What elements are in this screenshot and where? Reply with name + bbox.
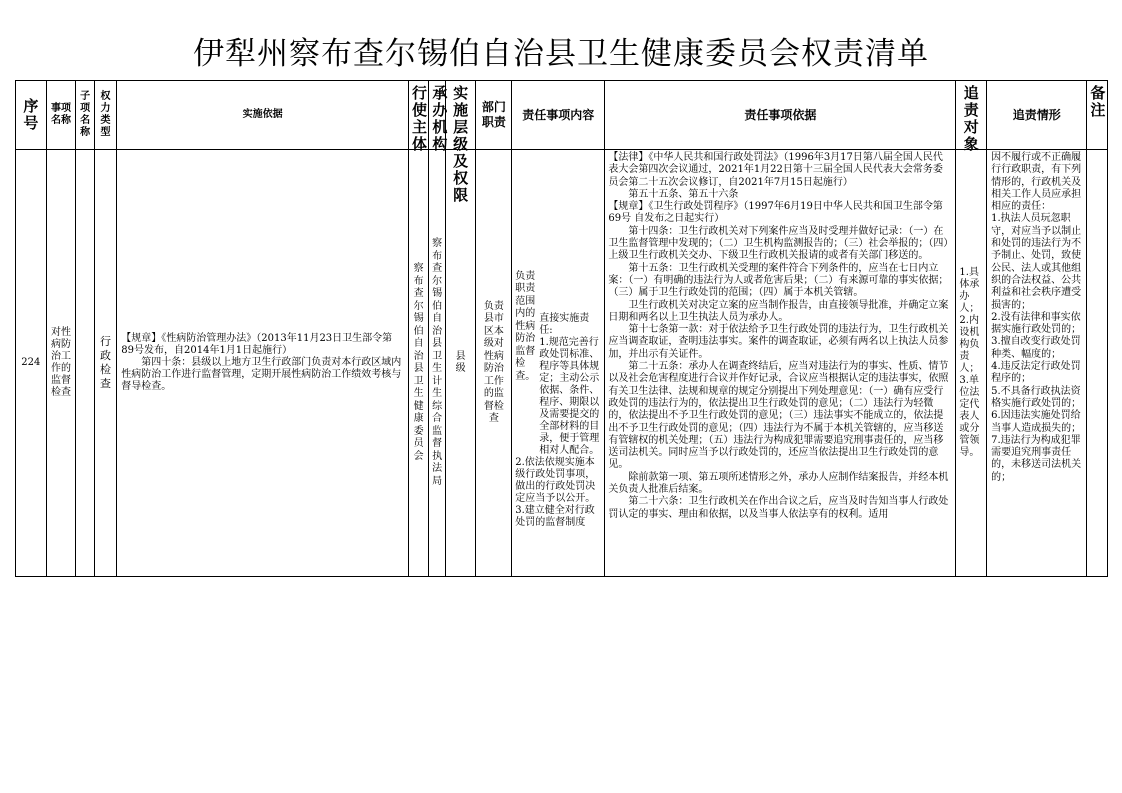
- row-level: 县级: [445, 150, 476, 577]
- row-power-type: 行政检查: [94, 150, 117, 577]
- row-resp-basis-cell: [605, 150, 956, 577]
- row-executor: 察布查尔锡伯自治县卫生健康委员会: [408, 150, 428, 577]
- header-level-text: 实施层级及权限: [453, 84, 469, 204]
- header-item-name: 事项名称: [46, 81, 76, 150]
- row-handler: 察布查尔锡伯自治县卫生计生综合监督执法局: [429, 150, 445, 577]
- header-handler-text: 承办机构: [432, 84, 448, 153]
- header-accountable: [956, 81, 987, 153]
- header-accountable-text: 追责对象: [963, 84, 979, 153]
- header-sub-item-name: 子项名称: [76, 81, 94, 150]
- header-seq: 序号: [16, 81, 47, 150]
- header-dept-duty: 部门职责: [476, 81, 512, 150]
- header-handler: [429, 81, 448, 153]
- row-item-name: 对性病防治工作的监督检查: [46, 150, 76, 577]
- header-note: [1087, 81, 1108, 150]
- header-executor-text: 行使主体: [411, 84, 427, 153]
- header-note-text: 备注: [1090, 84, 1106, 119]
- responsibility-table: [15, 80, 1108, 577]
- row-resp-basis: 【法律】《中华人民共和国行政处罚法》（1996年3月17日第八届全国人民代表大会第四次会议通过，2021年1月22日第十三届全国人民代表大会常务委员会第二十五次会议修订，自2021年7月15日起施行） 第五十五条、第五十六条 【规章】《卫生行政处罚程序》（1997年6月19日中华人民共和国卫生部令第69号 自发布之日起实行） 第十四条：卫生行政机关对下列案件应当及时受理并做好记录：（一）在卫生监督管理中发现的；（二）卫生机构监测报告的；（三）社会举报的；（四）上级卫生行政机关交办、下级卫生行政机关报请的或者有关部门移送的。 第十五条：卫生行政机关受理的案件符合下列条件的，应当在七日内立案：（一）有明确的违法行为人或者危害后果；（二）有来源可靠的事实依据；（三）属于卫生行政处罚的范围；（四）属于本机关管辖。 卫生行政机关对决定立案的应当制作报告，由直接领导批准，并确定立案日期和两名以上卫生执法人员为承办人。 第十七条第一款：对于依法给予卫生行政处罚的违法行为，卫生行政机关应当调查取证，查明违法事实。案件的调查取证，必须有两名以上执法人员参加，并出示有关证件。 第二十五条：承办人在调查终结后，应当对违法行为的事实、性质、情节以及社会危害程度进行合议并作好记录，合议应当根据认定的违法事实，依照有关卫生法律、法规和规章的规定分别提出下列处理意见：（一）确有应受行政处罚的违法行为的，依法提出卫生行政处罚的意见；（二）违法行为轻微的，依法提出不予卫生行政处罚的意见；（三）违法事实不能成立的，依法提出不予卫生行政处罚的意见；（四）违法行为不属于本机关管辖的，应当移送有管辖权的机关处理；（五）违法行为构成犯罪需要追究刑事责任的，应当移送司法机关。同时应当予以行政处罚的，还应当依法提出卫生行政处罚的意见。 除前款第一项、第五项所述情形之外，承办人应制作结案报告，并经本机关负责人批准后结案。 第二十六条：卫生行政机关在作出合议之后，应当及时告知当事人行政处罚认定的事实、理由和依据，以及当事人依法享有的权利。适用: [608, 152, 949, 520]
- header-row: [16, 81, 1108, 150]
- row-resp-content: 直接实施责任: 1.规范完善行政处罚标准、程序等具体规定；主动公示依据、条件、程序、期限以及需要提交的全部材料的目录，便于管理相对人配合。 2.依法依规实施本级行政处罚事项，做出的行政处罚决定应当予以公开。 3.建立健全对行政处罚的监督制度: [515, 313, 600, 528]
- page-title: 伊犁州察布查尔锡伯自治县卫生健康委员会权责清单: [193, 36, 929, 72]
- row-accountability-cell: [987, 150, 1087, 577]
- header-power-type: 权力类型: [94, 81, 117, 150]
- row-dept-duty: 负责县市区本级对性病防治工作的监督检查: [476, 150, 512, 577]
- header-resp-content: 责任事项内容: [512, 81, 605, 150]
- row-note: [1087, 150, 1108, 577]
- row-accountable: 1.具体承办人； 2.内设机构负责人； 3.单位法定代表人或分管领导。: [956, 150, 987, 577]
- row-basis-title: 【规章】《性病防治管理办法》（2013年11月23日卫生部令第89号发布，自2014年1月1日起施行）: [121, 333, 393, 356]
- row-sub-item-name: [76, 150, 94, 577]
- row-seq: 224: [16, 150, 47, 577]
- header-executor: [408, 81, 428, 153]
- row-resp-content-cell: [512, 150, 605, 577]
- row-resp-scope: 负责职责范围内的性病防治监督检查。: [515, 270, 536, 382]
- header-accountability: 追责情形: [987, 81, 1087, 150]
- row-basis: [117, 150, 409, 577]
- header-basis: 实施依据: [117, 81, 409, 150]
- header-resp-basis: 责任事项依据: [605, 81, 956, 150]
- row-accountability: 因不履行或不正确履行行政职责，有下列情形的，行政机关及相关工作人员应承担相应的责任： 1.执法人员玩忽职守，对应当予以制止和处罚的违法行为不予制止、处罚，致使公民、法人或其他组织的合法权益、公共利益和社会秩序遭受损害的； 2.没有法律和事实依据实施行政处罚的； 3.擅自改变行政处罚种类、幅度的； 4.违反法定行政处罚程序的； 5.不具备行政执法资格实施行政处罚的； 6.因违法实施处罚给当事人造成损失的； 7.违法行为构成犯罪需要追究刑事责任的，未移送司法机关的；: [991, 152, 1082, 483]
- table-row: [16, 150, 1108, 577]
- row-basis-body: 第四十条：县级以上地方卫生行政部门负责对本行政区域内性病防治工作进行监督管理，定期开展性病防治工作绩效考核与督导检查。: [121, 357, 402, 392]
- header-level: [445, 81, 476, 204]
